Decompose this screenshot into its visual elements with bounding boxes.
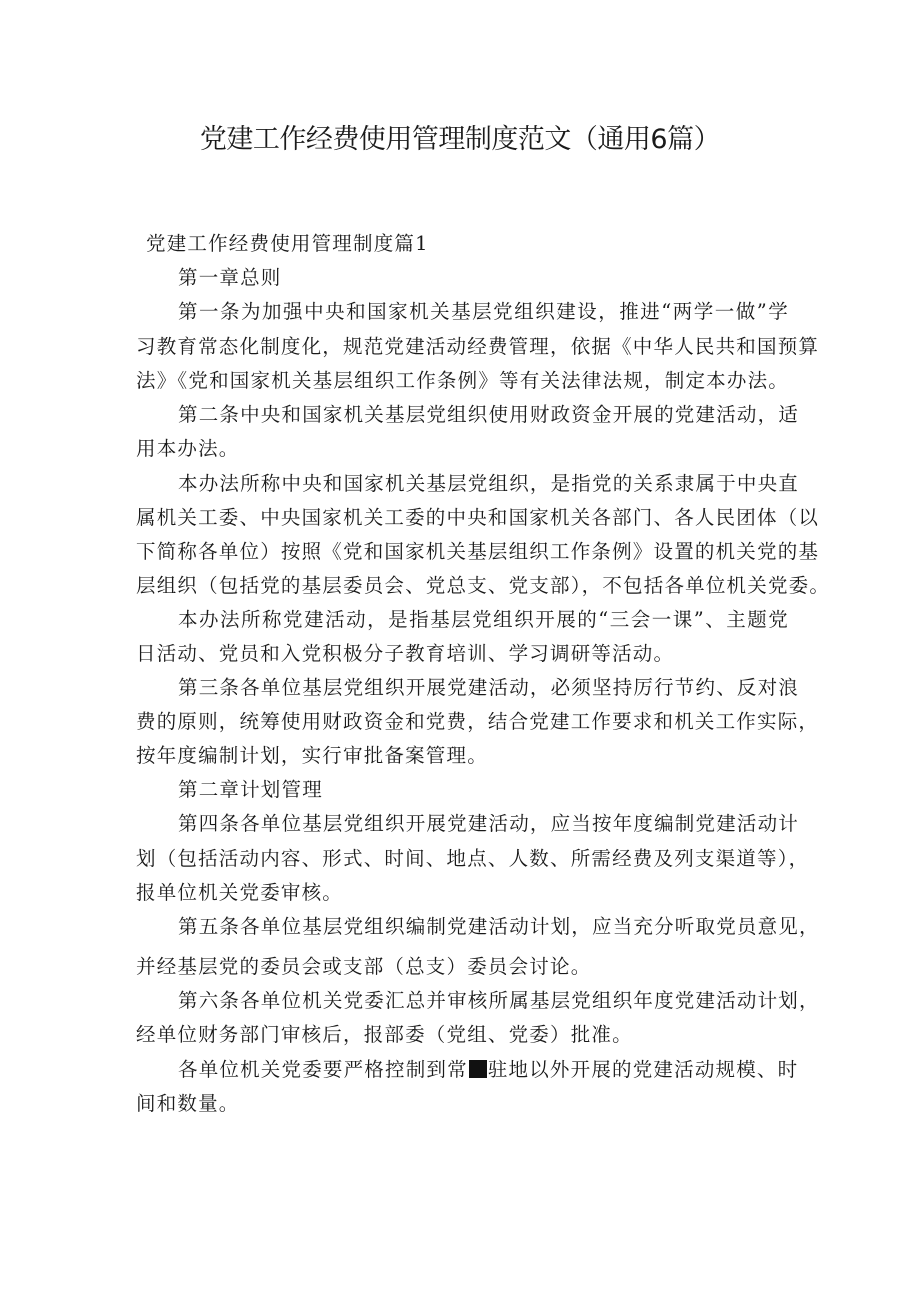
article-4-line-2: 划（包括活动内容、形式、时间、地点、人数、所需经费及列支渠道等）， [136, 847, 810, 870]
scope-paragraph-line-1: 本办法所称中央和国家机关基层党组织，是指党的关系隶属于中央直 [178, 472, 800, 495]
control-paragraph-text-after: 驻地以外开展的党建活动规模、时 [487, 1058, 799, 1081]
scope-paragraph-line-4: 层组织（包括党的基层委员会、党总支、党支部），不包括各单位机关党委。 [136, 574, 831, 597]
article-2-line-2: 用本办法。 [136, 437, 240, 460]
document-title: 党建工作经费使用管理制度范文（通用6篇） [199, 124, 721, 155]
control-paragraph-text-before: 各单位机关党委要严格控制到常 [178, 1058, 468, 1081]
control-paragraph-line-1 [178, 1054, 799, 1082]
scope-paragraph-line-3: 下简称各单位）按照《党和国家机关基层组织工作条例》设置的机关党的基 [136, 540, 820, 563]
article-1-line-3: 法》《党和国家机关基层组织工作条例》等有关法律法规，制定本办法。 [136, 369, 789, 392]
article-6-line-2: 经单位财务部门审核后，报部委（党组、党委）批准。 [136, 1023, 633, 1046]
chapter-heading-1: 第一章总则 [178, 266, 282, 289]
article-4-line-1: 第四条各单位基层党组织开展党建活动，应当按年度编制党建活动计 [178, 812, 800, 835]
article-3-line-2: 费的原则，统筹使用财政资金和党费，结合党建工作要求和机关工作实际， [136, 710, 820, 733]
section-heading: 党建工作经费使用管理制度篇1 [146, 232, 429, 255]
control-paragraph-line-2: 间和数量。 [136, 1092, 240, 1115]
article-1-line-1: 第一条为加强中央和国家机关基层党组织建设，推进“两学一做”学 [178, 300, 789, 323]
article-5-line-1: 第五条各单位基层党组织编制党建活动计划，应当充分听取党员意见， [178, 915, 820, 938]
article-6-line-1: 第六条各单位机关党委汇总并审核所属基层党组织年度党建活动计划， [178, 989, 820, 1012]
article-2-line-1: 第二条中央和国家机关基层党组织使用财政资金开展的党建活动，适 [178, 403, 800, 426]
activity-paragraph-line-1: 本办法所称党建活动，是指基层党组织开展的“三会一课”、主题党 [178, 608, 789, 631]
article-3-line-3: 按年度编制计划，实行审批备案管理。 [136, 744, 488, 767]
article-5-line-2: 并经基层党的委员会或支部（总支）委员会讨论。 [136, 955, 592, 978]
chapter-heading-2: 第二章计划管理 [178, 778, 323, 801]
article-3-line-1: 第三条各单位基层党组织开展党建活动，必须坚持厉行节约、反对浪 [178, 676, 800, 699]
redaction-block-icon [469, 1060, 487, 1078]
article-1-line-2: 习教育常态化制度化，规范党建活动经费管理，依据《中华人民共和国预算 [136, 335, 820, 358]
activity-paragraph-line-2: 日活动、党员和入党积极分子教育培训、学习调研等活动。 [136, 642, 675, 665]
scope-paragraph-line-2: 属机关工委、中央国家机关工委的中央和国家机关各部门、各人民团体（以 [136, 506, 820, 529]
article-4-line-3: 报单位机关党委审核。 [136, 881, 344, 904]
